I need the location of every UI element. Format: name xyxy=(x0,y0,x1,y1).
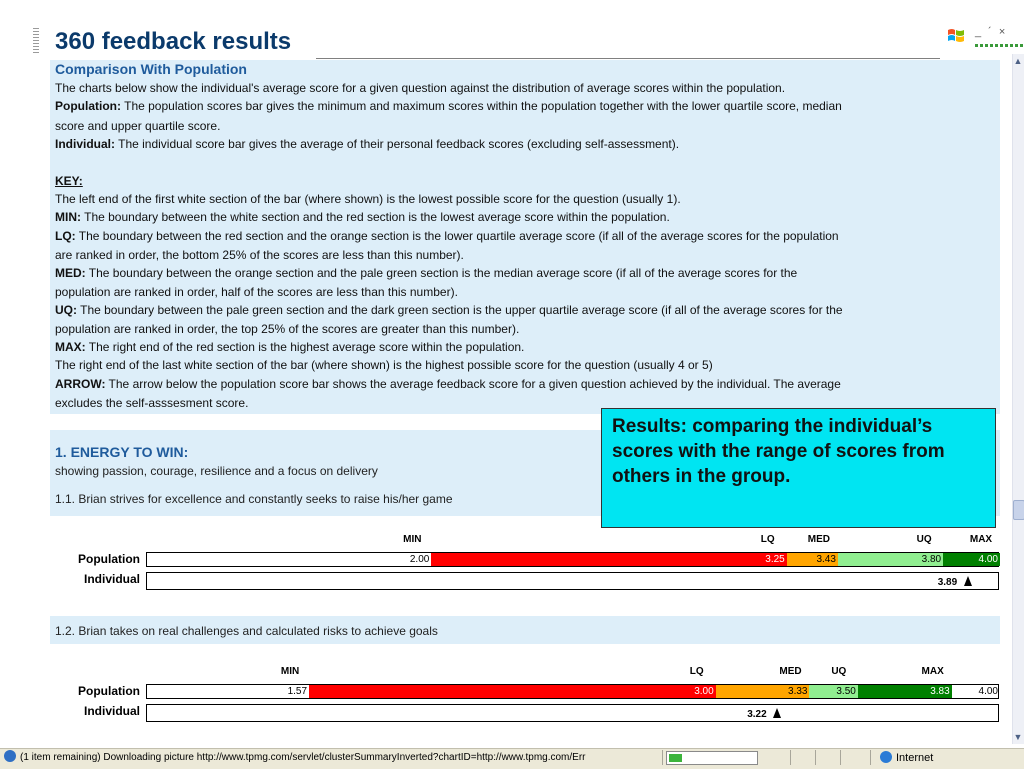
status-divider xyxy=(790,750,791,765)
marker-label-med: MED xyxy=(779,666,802,677)
individual-text: The individual score bar gives the average of their personal feedback scores (excluding self-assessment). xyxy=(115,137,680,151)
max-key: MAX: xyxy=(55,340,86,354)
value-label-max: 3.83 xyxy=(930,686,950,697)
arrow-text-cont: excludes the self-asssesment score. xyxy=(55,396,249,410)
status-text: (1 item remaining) Downloading picture http://www.tpmg.com/servlet/clusterSummaryInverted?chartID=http://www.tpmg.com/Err xyxy=(20,752,586,763)
individual-bar xyxy=(146,704,999,722)
individual-bar xyxy=(146,572,999,590)
page-loading-icon xyxy=(4,750,16,762)
marker-label-lq: LQ xyxy=(689,666,704,677)
individual-arrow-icon xyxy=(773,708,781,718)
population-bar xyxy=(146,684,999,699)
value-label-end: 4.00 xyxy=(978,686,998,697)
status-divider xyxy=(870,750,871,765)
value-label-uq: 3.80 xyxy=(921,554,942,565)
intro-line: The charts below show the individual's average score for a given question against the distribution of average scores within the population. xyxy=(55,81,786,95)
value-label-med: 3.33 xyxy=(788,686,808,697)
marker-label-max: MAX xyxy=(921,666,944,677)
arrow-key: ARROW: xyxy=(55,377,106,391)
security-zone: Internet xyxy=(896,752,934,764)
marker-label-max: MAX xyxy=(969,534,993,545)
last-line: The right end of the last white section of the bar (where shown) is the highest possible score for the question (usually 4 or 5) xyxy=(55,358,713,372)
individual-description xyxy=(55,137,679,152)
min-text: The boundary between the white section and the red section is the lowest average score within the population. xyxy=(81,210,670,224)
max-description xyxy=(55,340,524,355)
value-label-med: 3.43 xyxy=(816,554,836,565)
individual-key: Individual: xyxy=(55,137,115,151)
lq-key: LQ: xyxy=(55,229,76,243)
value-label-uq: 3.50 xyxy=(836,686,856,697)
lq-text: The boundary between the red section and the orange section is the lower quartile average score (if all of the average scores for the population xyxy=(75,229,839,243)
page-title: 360 feedback results xyxy=(55,28,292,55)
lq-text-cont: are ranked in order, the bottom 25% of the scores are less than this number). xyxy=(55,248,464,262)
value-label-lq: 3.25 xyxy=(765,554,785,565)
internet-zone-icon xyxy=(880,751,892,763)
scroll-up-icon[interactable]: ▲ xyxy=(1013,56,1023,66)
population-key: Population: xyxy=(55,99,121,113)
section-heading: Comparison With Population xyxy=(55,61,247,77)
med-text: The boundary between the orange section and the pale green section is the median average score (if all of the average scores for the xyxy=(85,266,798,280)
segment-red xyxy=(309,685,716,698)
marker-label-min: MIN xyxy=(280,666,300,677)
progress-fill xyxy=(669,754,682,762)
uq-key: UQ: xyxy=(55,303,77,317)
uq-description xyxy=(55,303,843,318)
med-description xyxy=(55,266,797,281)
marker-label-med: MED xyxy=(807,534,831,545)
min-description xyxy=(55,210,670,225)
individual-row-label: Individual xyxy=(83,704,140,718)
population-row-label: Population xyxy=(78,552,140,566)
individual-score: 3.22 xyxy=(747,709,767,720)
med-text-cont: population are ranked in order, half of the scores are less than this number). xyxy=(55,285,458,299)
min-key: MIN: xyxy=(55,210,81,224)
vertical-scrollbar[interactable] xyxy=(1012,54,1024,744)
value-label-lq: 3.00 xyxy=(694,686,714,697)
score-chart-1-2 xyxy=(0,664,1010,734)
status-divider xyxy=(662,750,663,765)
population-row-label: Population xyxy=(78,684,140,698)
population-text: The population scores bar gives the minimum and maximum scores within the population together with the lower quartile score, median xyxy=(121,99,842,113)
marker-label-lq: LQ xyxy=(760,534,775,545)
max-text: The right end of the red section is the highest average score within the population. xyxy=(85,340,525,354)
value-label-min: 1.57 xyxy=(287,686,308,697)
title-divider xyxy=(316,58,940,59)
activity-indicator xyxy=(975,44,1023,47)
population-description xyxy=(55,99,842,114)
med-key: MED: xyxy=(55,266,86,280)
individual-score: 3.89 xyxy=(937,577,958,588)
question-1-1: 1.1. Brian strives for excellence and constantly seeks to raise his/her game xyxy=(55,492,453,506)
status-divider xyxy=(815,750,816,765)
arrow-text: The arrow below the population score bar shows the average feedback score for a given question achieved by the individual. The average xyxy=(105,377,841,391)
window-controls[interactable]: _ ´ × xyxy=(975,26,1008,38)
energy-subtitle: showing passion, courage, resilience and a focus on delivery xyxy=(55,464,378,478)
callout-text: Results: comparing the individual’s scores with the range of scores from others in the group. xyxy=(612,416,945,487)
key-heading: KEY: xyxy=(55,174,83,188)
marker-label-uq: UQ xyxy=(831,666,847,677)
scroll-thumb[interactable] xyxy=(1013,500,1024,520)
scroll-down-icon[interactable]: ▼ xyxy=(1013,732,1023,742)
arrow-description xyxy=(55,377,841,392)
toolbar-grip[interactable] xyxy=(33,28,39,54)
uq-text: The boundary between the pale green section and the dark green section is the upper quartile average score (if all of the average scores for the xyxy=(77,303,843,317)
segment-red xyxy=(431,553,786,566)
population-text-cont: score and upper quartile score. xyxy=(55,119,221,133)
value-label-max: 4.00 xyxy=(978,554,998,565)
status-divider xyxy=(840,750,841,765)
individual-arrow-icon xyxy=(964,576,972,586)
score-chart-1-1 xyxy=(0,532,1010,602)
windows-logo-icon xyxy=(946,26,966,46)
energy-heading: 1. ENERGY TO WIN: xyxy=(55,444,189,460)
key-line: The left end of the first white section of the bar (where shown) is the lowest possible score for the question (usually 1). xyxy=(55,192,681,206)
marker-label-min: MIN xyxy=(403,534,422,545)
lq-description xyxy=(55,229,839,244)
value-label-min: 2.00 xyxy=(409,554,430,565)
uq-text-cont: population are ranked in order, the top 25% of the scores are greater than this number). xyxy=(55,322,520,336)
population-bar xyxy=(146,552,999,567)
individual-row-label: Individual xyxy=(83,572,140,586)
marker-label-uq: UQ xyxy=(916,534,932,545)
question-1-2: 1.2. Brian takes on real challenges and calculated risks to achieve goals xyxy=(55,624,438,638)
